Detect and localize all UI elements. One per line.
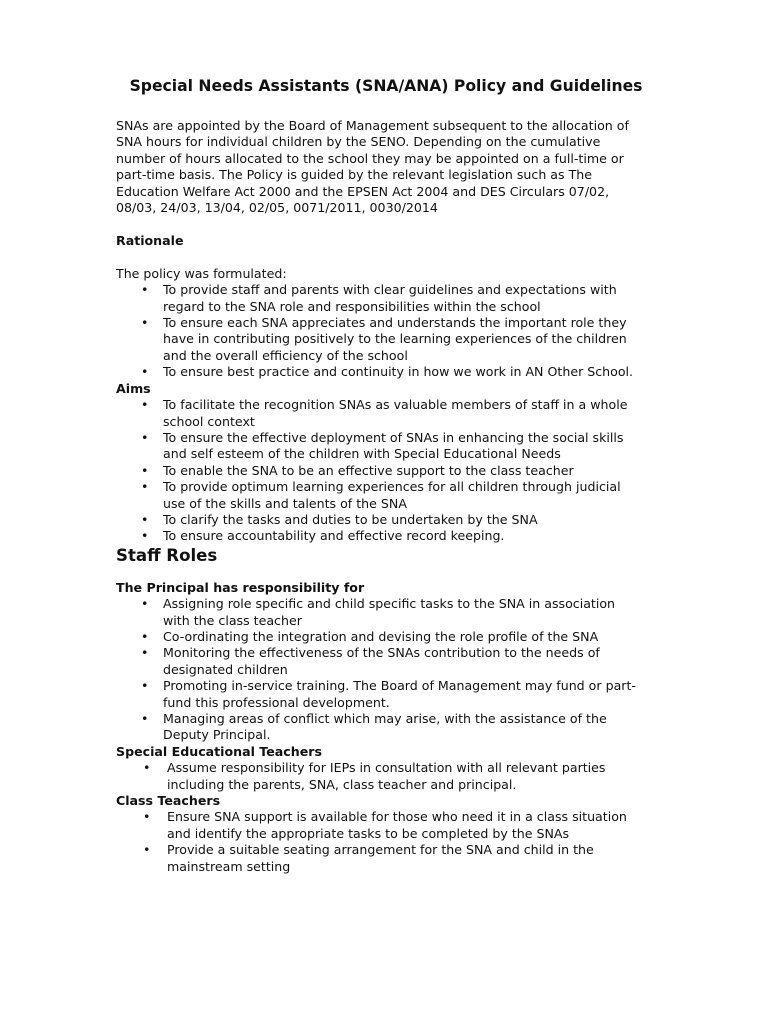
list-item-line: Deputy Principal. (163, 727, 271, 743)
intro-line: SNAs are appointed by the Board of Management subsequent to the allocation of (116, 118, 629, 133)
list-item-line: Co-ordinating the integration and devising the role profile of the SNA (163, 628, 599, 644)
document-page (116, 76, 656, 875)
class-teachers-heading: Class Teachers (116, 793, 221, 809)
bullet-icon: • (141, 711, 149, 726)
intro-line: part-time basis. The Policy is guided by the relevant legislation such as The (116, 167, 593, 183)
list-item-line: To provide staff and parents with clear guidelines and expectations with (163, 282, 617, 298)
list-item-line: have in contributing positively to the learning experiences of the children (163, 331, 627, 347)
bullet-icon: • (141, 479, 149, 495)
bullet-icon: • (141, 596, 149, 612)
list-item (116, 596, 656, 629)
bullet-icon: • (141, 282, 149, 298)
intro-line: 08/03, 24/03, 13/04, 02/05, 0071/2011, 0030/2014 (116, 200, 438, 216)
list-item-line: and self esteem of the children with Special Educational Needs (163, 446, 561, 462)
list-item (116, 678, 656, 711)
bullet-icon: • (143, 809, 151, 825)
intro-line: Education Welfare Act 2000 and the EPSEN Act 2004 and DES Circulars 07/02, (116, 183, 610, 199)
list-item-line: To clarify the tasks and duties to be undertaken by the SNA (163, 511, 538, 527)
bullet-icon: • (143, 760, 151, 776)
rationale-heading: Rationale (116, 233, 184, 249)
bullet-icon: • (141, 645, 149, 661)
list-item-line: including the parents, SNA, class teacher and principal. (167, 776, 517, 792)
class-teachers-list (116, 809, 656, 875)
list-item (116, 645, 656, 678)
rationale-list (116, 282, 656, 380)
bullet-icon: • (141, 364, 149, 380)
rationale-lead: The policy was formulated: (116, 265, 287, 281)
list-item-line: school context (163, 413, 255, 429)
list-item-line: To ensure the effective deployment of SNAs in enhancing the social skills (163, 429, 624, 445)
bullet-icon: • (141, 429, 149, 445)
list-item-line: fund this professional development. (163, 694, 390, 710)
list-item (116, 760, 656, 793)
principal-heading: The Principal has responsibility for (116, 579, 365, 595)
list-item (116, 282, 656, 315)
principal-list (116, 596, 656, 744)
list-item-line: To enable the SNA to be an effective support to the class teacher (163, 462, 574, 478)
list-item-line: regard to the SNA role and responsibilities within the school (163, 298, 541, 314)
list-item-line: To ensure each SNA appreciates and understands the important role they (163, 315, 627, 331)
bullet-icon: • (141, 511, 149, 527)
list-item (116, 629, 656, 645)
special-ed-list (116, 760, 656, 793)
list-item-line: designated children (163, 661, 288, 677)
list-item (116, 479, 656, 512)
list-item-line: and the overall efficiency of the school (163, 347, 408, 363)
aims-heading: Aims (116, 380, 151, 396)
list-item (116, 512, 656, 528)
list-item-line: and identify the appropriate tasks to be completed by the SNAs (167, 825, 570, 841)
list-item-line: Monitoring the effectiveness of the SNAs contribution to the needs of (163, 645, 600, 661)
bullet-icon: • (143, 842, 151, 858)
list-item-line: Assume responsibility for IEPs in consultation with all relevant parties (167, 760, 606, 776)
list-item (116, 809, 656, 842)
list-item (116, 315, 656, 364)
list-item-line: Ensure SNA support is available for those who need it in a class situation (167, 809, 627, 825)
list-item-line: To ensure best practice and continuity in how we work in AN Other School. (163, 364, 634, 380)
list-item-line: Provide a suitable seating arrangement for the SNA and child in the (167, 842, 594, 858)
bullet-icon: • (141, 315, 149, 331)
list-item (116, 528, 656, 544)
list-item-line: To provide optimum learning experiences for all children through judicial (163, 479, 621, 495)
list-item-line: Managing areas of conflict which may arise, with the assistance of the (163, 711, 607, 726)
list-item-line: mainstream setting (167, 858, 291, 874)
bullet-icon: • (141, 397, 149, 413)
bullet-icon: • (141, 628, 149, 644)
list-item (116, 430, 656, 463)
list-item-line: Promoting in-service training. The Board of Management may fund or part- (163, 678, 636, 694)
bullet-icon: • (141, 462, 149, 478)
list-item-line: with the class teacher (163, 612, 302, 628)
aims-list (116, 397, 656, 545)
bullet-icon: • (141, 678, 149, 694)
list-item-line: Assigning role specific and child specific tasks to the SNA in association (163, 596, 616, 612)
list-item (116, 842, 656, 875)
list-item (116, 463, 656, 479)
staff-roles-heading: Staff Roles (116, 545, 218, 565)
list-item-line: To ensure accountability and effective record keeping. (163, 528, 505, 544)
list-item-line: To facilitate the recognition SNAs as valuable members of staff in a whole (163, 397, 628, 413)
list-item (116, 711, 656, 744)
list-item-line: use of the skills and talents of the SNA (163, 495, 407, 511)
list-item (116, 364, 656, 380)
bullet-icon: • (141, 528, 149, 544)
special-ed-heading: Special Educational Teachers (116, 743, 322, 759)
list-item (116, 397, 656, 430)
intro-line: SNA hours for individual children by the SENO. Depending on the cumulative (116, 134, 601, 150)
document-title: Special Needs Assistants (SNA/ANA) Policy and Guidelines (129, 77, 643, 95)
intro-line: number of hours allocated to the school they may be appointed on a full-time or (116, 150, 624, 166)
intro-paragraph (116, 118, 656, 216)
